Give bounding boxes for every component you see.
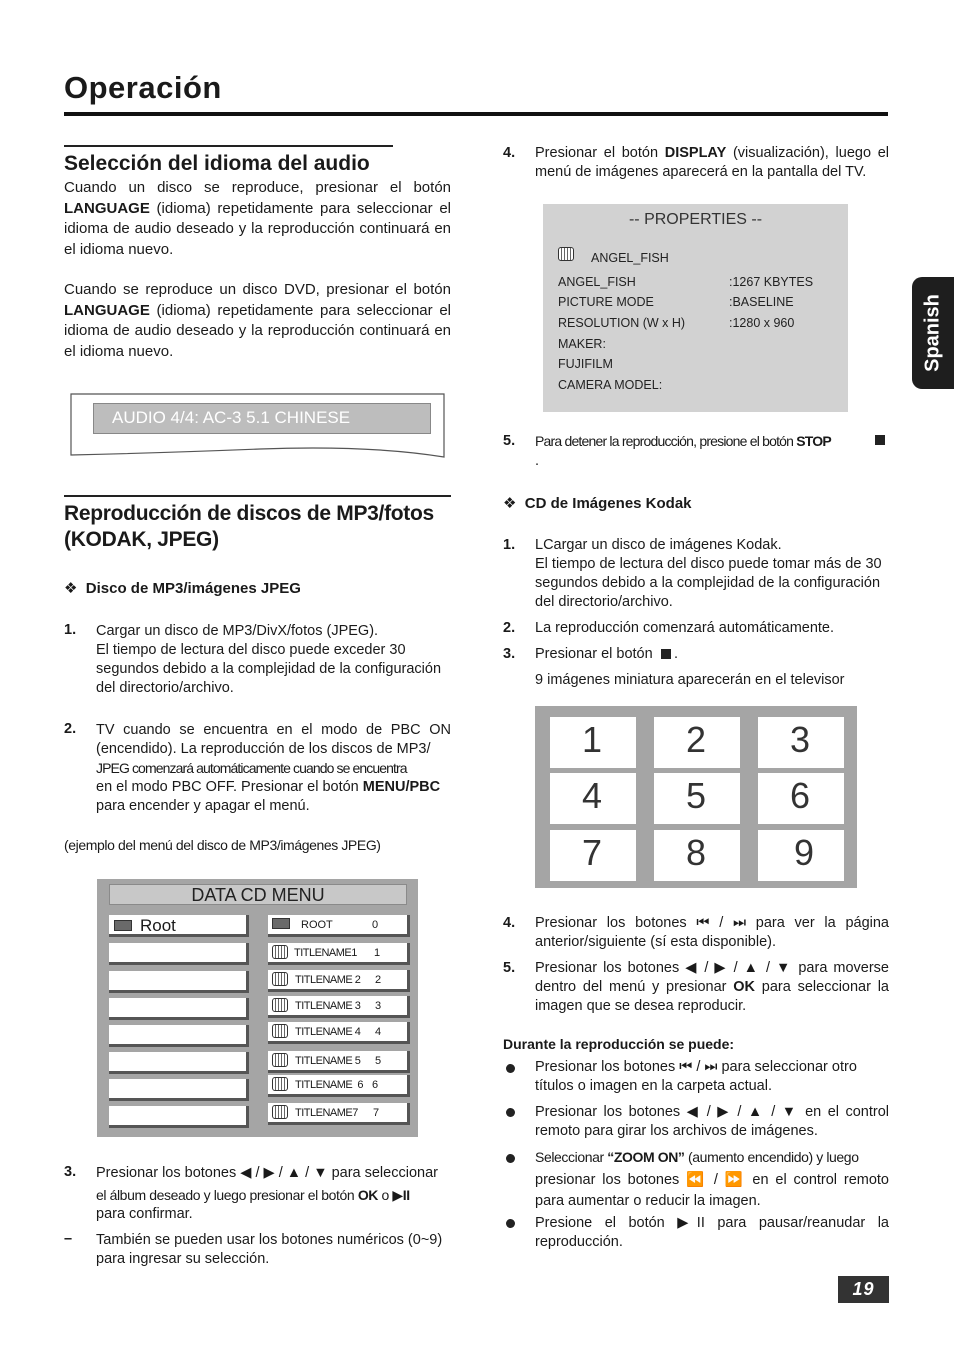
folder-icon [272, 918, 290, 929]
file-name: TITLENAME1 [294, 947, 357, 959]
folder-row-empty[interactable] [109, 1052, 249, 1074]
thumbnail[interactable] [654, 773, 740, 824]
mp3-subheading [64, 579, 301, 597]
bullet-icon [506, 1154, 515, 1163]
page-title: Operación [64, 70, 222, 105]
file-number: 2 [375, 974, 382, 986]
example-caption: (ejemplo del menú del disco de MP3/imágenes JPEG) [64, 837, 381, 853]
image-file-icon [272, 1024, 288, 1038]
folder-row-empty[interactable] [109, 971, 249, 993]
ok-button-label: OK [357, 1187, 379, 1203]
folder-row-empty[interactable] [109, 998, 249, 1020]
thumbnail-number: 3 [790, 719, 811, 760]
audio-osd-display [93, 403, 431, 434]
kodak-step-2: La reproducción comenzará automáticamente. [535, 620, 835, 636]
property-label: RESOLUTION (W x H) [558, 316, 686, 330]
audio-paragraph-1 [64, 178, 451, 260]
kodak-step-5-text: Presionar los botones ◀ / ▶ / ▲ / ▼ para moverse dentro del menú y presionar [535, 960, 889, 995]
property-label: FUJIFILM [558, 357, 613, 371]
file-row[interactable] [268, 915, 410, 937]
kodak-step-5 [535, 959, 889, 1016]
play-pause-icon: ▶II [392, 1187, 410, 1203]
step-number: 4. [503, 145, 516, 161]
properties-filename: ANGEL_FISH [591, 251, 669, 265]
diamond-bullet-icon: ❖ [503, 495, 517, 512]
folder-row-empty[interactable] [109, 1025, 249, 1047]
bullet-icon [506, 1219, 515, 1228]
file-name: TITLENAME 4 [295, 1026, 361, 1038]
file-row[interactable] [268, 996, 410, 1018]
audio-p1-text: Cuando un disco se reproduce, presionar el botón [64, 179, 451, 196]
bullet-icon [506, 1108, 515, 1117]
step-2-line-d: para encender y apagar el menú. [96, 798, 310, 814]
file-name: TITLENAME7 [295, 1107, 358, 1119]
folder-row-empty[interactable] [109, 1079, 249, 1101]
kodak-step-1 [535, 536, 889, 612]
diamond-bullet-icon: ❖ [64, 580, 78, 597]
audio-p2-rest: (idioma) repetidamente para seleccionar el idioma de audio deseado y la reproducción continuará en el idioma nuevo. [64, 301, 451, 360]
file-number: 5 [375, 1055, 382, 1067]
zoom-line [535, 1148, 889, 1167]
step-number: 1. [503, 537, 516, 553]
property-label: ANGEL_FISH [558, 275, 636, 289]
property-value: :1267 KBYTES [729, 275, 814, 289]
thumbnail-number: 7 [582, 832, 603, 873]
file-number: 7 [373, 1107, 380, 1119]
kodak-subheading [503, 494, 692, 512]
image-file-icon [272, 945, 288, 959]
kodak-step-3-detail: 9 imágenes miniatura aparecerán en el televisor [535, 672, 845, 688]
during-playback-heading: Durante la reproducción se puede: [503, 1036, 735, 1052]
audio-p2-text: Cuando se reproduce un disco DVD, presionar el botón [64, 281, 451, 298]
mp3-heading-line1: Reproducción de discos de MP3/fotos [64, 502, 434, 525]
properties-title: -- PROPERTIES -- [628, 211, 763, 228]
image-file-icon [272, 1105, 288, 1119]
thumbnail[interactable] [550, 717, 636, 768]
page-number: 19 [838, 1276, 889, 1303]
property-value: :BASELINE [729, 295, 794, 309]
zoom-on-label: “ZOOM ON” [607, 1149, 685, 1165]
step-4-text: Presionar el botón [535, 145, 665, 161]
property-label: MAKER: [558, 337, 606, 351]
audio-p1-rest: (idioma) repetidamente para seleccionar el idioma de audio deseado y la reproducción continuará en el idioma nuevo. [64, 199, 451, 258]
stop-icon [661, 649, 671, 659]
thumbnail-number: 4 [582, 775, 603, 816]
step-number: 2. [64, 721, 77, 737]
file-name: TITLENAME 2 [295, 974, 361, 986]
language-button-label-2: LANGUAGE [64, 301, 150, 319]
file-number: 0 [372, 919, 379, 931]
folder-row[interactable] [109, 915, 249, 937]
language-button-label: LANGUAGE [64, 199, 150, 217]
step-number: 5. [503, 960, 516, 976]
folder-row-empty[interactable] [109, 1106, 249, 1128]
folder-icon [114, 920, 132, 931]
playback-tip: Presionar los botones ⏮ / ⏭ para seleccionar otro títulos o imagen en la carpeta actual. [535, 1059, 857, 1094]
kodak-step-3-period: . [674, 646, 679, 662]
file-name: ROOT [301, 919, 333, 931]
image-file-icon [558, 247, 574, 261]
section-divider [64, 145, 393, 147]
image-file-icon [272, 972, 288, 986]
step-2-line-c-text: en el modo PBC OFF. Presionar el botón [96, 779, 363, 795]
file-name: TITLENAME 5 [295, 1055, 361, 1067]
section-divider-2 [64, 495, 451, 497]
step-2-line-c [96, 778, 451, 797]
dash-marker: – [64, 1231, 73, 1247]
zoom-text-rest: (aumento encendido) y luego [684, 1149, 859, 1165]
step-2 [96, 721, 451, 816]
property-value: :1280 x 960 [729, 316, 795, 330]
step-5-text: Para detener la reproducción, presione el botón [535, 433, 797, 449]
file-row[interactable] [268, 1022, 410, 1044]
file-name: TITLENAME 3 [295, 1000, 361, 1012]
kodak-step-5-rest: para seleccionar la imagen que se desea reproducir. [535, 979, 889, 1014]
thumbnail[interactable] [758, 830, 844, 881]
step-1 [96, 622, 451, 698]
file-row[interactable] [268, 1075, 410, 1097]
file-number: 6 [372, 1079, 379, 1091]
step-2-line-b: JPEG comenzará automáticamente cuando se encuentra [96, 760, 407, 776]
zoom-text: Seleccionar [535, 1149, 608, 1165]
step-number: 1. [64, 622, 77, 638]
file-row[interactable] [268, 1103, 410, 1125]
audio-paragraph-2 [64, 280, 451, 362]
step-3-line-a: Presionar los botones ◀ / ▶ / ▲ / ▼ para seleccionar [96, 1165, 438, 1181]
step-3 [96, 1164, 454, 1224]
mp3-subheading-text: Disco de MP3/imágenes JPEG [85, 580, 301, 597]
mp3-heading [64, 501, 434, 553]
thumbnail[interactable] [550, 830, 636, 881]
playback-tip: Presionar los botones ◀ / ▶ / ▲ / ▼ en el control remoto para girar los archivos de imágenes. [535, 1104, 889, 1139]
ok-button-label: OK [733, 979, 756, 995]
file-row[interactable] [268, 970, 410, 992]
kodak-step-1-detail: El tiempo de lectura del disco puede tomar más de 30 segundos debido a la complejidad de la configuración del directorio/archivo. [535, 556, 882, 610]
file-number: 4 [375, 1026, 382, 1038]
language-tab [912, 277, 954, 389]
mp3-heading-line2: (KODAK, JPEG) [64, 528, 219, 551]
display-button-label: DISPLAY [664, 145, 727, 161]
kodak-step-4: Presionar los botones ⏮ / ⏭ para ver la página anterior/siguiente (sí esta disponible). [535, 915, 889, 950]
file-row[interactable] [268, 1051, 410, 1073]
kodak-step-3: Presionar el botón [535, 646, 653, 662]
thumbnail-number: 1 [582, 719, 603, 760]
step-5 [535, 432, 885, 451]
thumbnail[interactable] [758, 717, 844, 768]
step-1-line: Cargar un disco de MP3/DivX/fotos (JPEG). [96, 623, 379, 639]
step-3-or: o [378, 1187, 393, 1203]
image-file-icon [272, 998, 288, 1012]
dash-note: También se pueden usar los botones numéricos (0~9) para ingresar su selección. [96, 1232, 443, 1267]
thumbnail-number: 6 [790, 775, 811, 816]
menu-pbc-label: MENU/PBC [362, 779, 441, 795]
step-5-period: . [535, 453, 540, 469]
step-1-detail: El tiempo de lectura del disco puede exceder 30 segundos debido a la complejidad de la configuración del directorio/archivo. [96, 642, 442, 696]
stop-icon [875, 435, 885, 445]
stop-button-label: STOP [796, 433, 831, 449]
step-number: 3. [64, 1164, 77, 1180]
step-4 [535, 144, 889, 182]
property-label: PICTURE MODE [558, 295, 654, 309]
property-label: CAMERA MODEL: [558, 378, 663, 392]
image-file-icon [272, 1077, 288, 1091]
step-number: 3. [503, 646, 516, 662]
zoom-detail: presionar los botones ⏪ / ⏩ en el control remoto para aumentar o reducir la imagen. [535, 1172, 889, 1209]
thumbnail-number: 9 [794, 832, 815, 873]
thumbnail[interactable] [654, 717, 740, 768]
file-number: 3 [375, 1000, 382, 1012]
step-3-line-c: para confirmar. [96, 1206, 193, 1222]
step-number: 4. [503, 915, 516, 931]
thumbnail-number: 8 [686, 832, 707, 873]
thumbnail-number: 2 [686, 719, 707, 760]
data-cd-menu-title: DATA CD MENU [109, 884, 407, 905]
image-file-icon [272, 1053, 288, 1067]
step-number: 5. [503, 433, 516, 449]
file-row[interactable] [268, 943, 410, 965]
file-number: 1 [374, 947, 381, 959]
folder-root-label: Root [140, 916, 176, 935]
thumbnail[interactable] [758, 773, 844, 824]
thumbnail[interactable] [654, 830, 740, 881]
audio-heading: Selección del idioma del audio [64, 152, 370, 175]
bullet-icon [506, 1064, 515, 1073]
kodak-step-1-line: LCargar un disco de imágenes Kodak. [535, 537, 782, 553]
playback-tip-zoom [535, 1148, 889, 1212]
step-2-line-a: TV cuando se encuentra en el modo de PBC ON (encendido). La reproducción de los discos de MP3/ [96, 722, 451, 757]
folder-row-empty[interactable] [109, 943, 249, 965]
kodak-subheading-text: CD de Imágenes Kodak [524, 495, 692, 512]
file-name: TITLENAME 6 [295, 1079, 363, 1091]
language-tab-label: Spanish [921, 294, 944, 372]
thumbnail-number: 5 [686, 775, 707, 816]
thumbnail[interactable] [550, 773, 636, 824]
playback-tip: Presione el botón ▶II para pausar/reanudar la reproducción. [535, 1215, 889, 1250]
step-number: 2. [503, 620, 516, 636]
step-3-line-b [96, 1186, 454, 1205]
step-4-rest: (visualización), luego el menú de imágenes aparecerá en la pantalla del TV. [535, 145, 890, 180]
audio-osd-text: AUDIO 4/4: AC-3 5.1 CHINESE [112, 408, 351, 427]
step-3-line-b-text: el álbum deseado y luego presionar el botón [96, 1187, 358, 1203]
title-divider [64, 112, 888, 116]
